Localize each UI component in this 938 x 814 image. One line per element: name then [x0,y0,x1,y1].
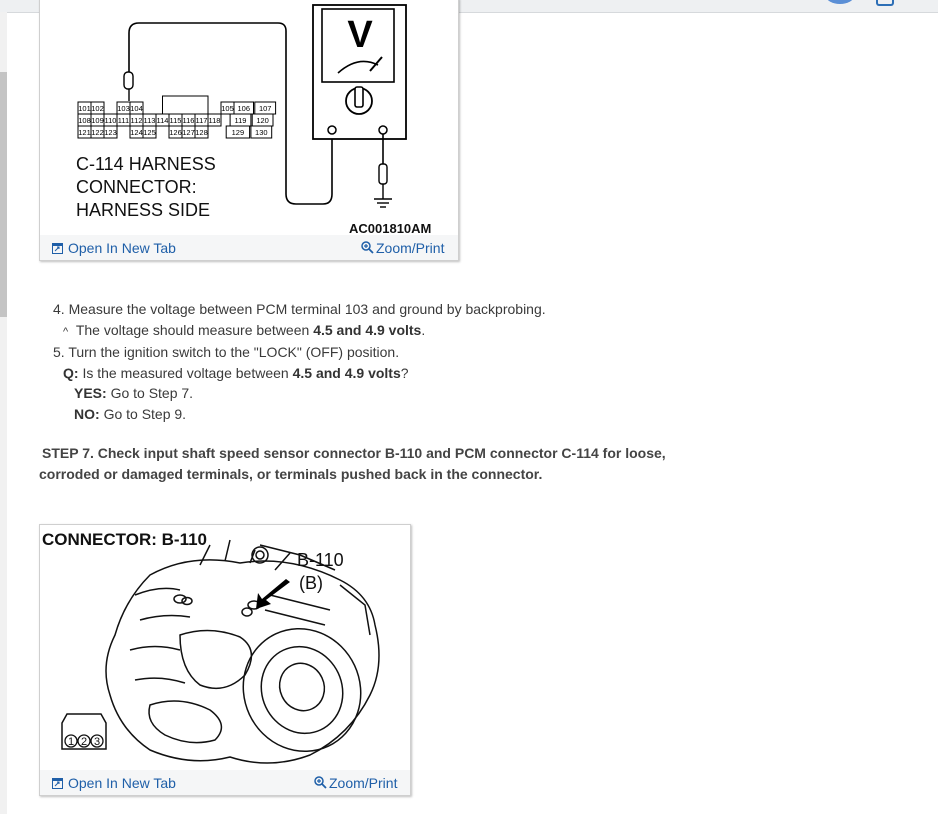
figure-title: CONNECTOR: B-110 [42,530,207,549]
pin-number: 106 [237,104,251,113]
note-text: The voltage should measure between [75,321,310,338]
pin-number: 113 [143,116,156,125]
question-value: 4.5 and 4.9 volts [292,364,401,381]
pin-number: 108 [78,116,91,125]
question-label: Q: [63,364,79,381]
step-note [53,320,546,343]
pin-number: 121 [78,128,91,137]
connector-label-line3: HARNESS SIDE [76,200,211,220]
new-tab-icon [52,243,63,254]
step-7-heading [39,443,666,485]
answer-yes-text: Go to Step 7. [110,385,194,401]
pin-number: 105 [221,104,234,113]
pin-number: 109 [91,116,104,125]
toolbar-icon[interactable] [876,0,894,6]
zoom-print-label: Zoom/Print [376,240,445,256]
connector-pin-number: 2 [80,736,88,748]
step-item-4 [53,299,546,320]
step-7-line1: STEP 7. Check input shaft speed sensor connector B-110 and PCM connector C-114 for loose, [42,445,666,461]
pointer-arrow [256,579,290,609]
meter-letter: V [347,14,373,56]
c114-pin-grid [78,96,276,138]
user-avatar[interactable] [826,0,854,4]
pin-number: 122 [91,128,104,137]
connector-label-line2: CONNECTOR: [76,177,197,197]
pin-number: 115 [169,116,182,125]
pin-number: 117 [195,116,208,125]
answer-yes [53,383,546,404]
connector-label-line1: C-114 HARNESS [76,154,216,174]
pin-number: 120 [256,116,269,125]
pin-number: 104 [130,104,143,113]
pin-number: 107 [258,104,272,113]
figure-toolbar [40,235,458,260]
pin-number: 102 [91,104,104,113]
step-number: 4. [53,301,65,317]
connector-face-pins [65,735,103,748]
new-tab-icon [52,778,63,789]
step-7-line2: corroded or damaged terminals, or terminals pushed back in the connector. [39,466,543,482]
callout-label-line1: B-110 [297,550,344,570]
pin-number: 114 [156,116,169,125]
pin-number: 124 [130,128,143,137]
open-in-new-tab-link[interactable] [52,775,176,791]
question-end: ? [400,364,409,381]
zoom-icon [314,776,327,789]
zoom-print-label: Zoom/Print [329,775,398,791]
connector-pin-number: 1 [67,736,75,748]
step-text: Measure the voltage between PCM terminal 103 and ground by backprobing. [68,301,546,317]
note-value: 4.5 and 4.9 volts [313,321,422,338]
transmission-illustration [40,525,410,770]
pin-number: 126 [169,128,182,137]
figure-toolbar [40,770,410,795]
open-in-new-tab-link[interactable] [52,240,176,256]
pin-number: 118 [208,116,221,125]
pin-number: 129 [231,128,245,137]
pin-number: 125 [143,128,156,137]
pin-number: 127 [182,128,195,137]
connector-key [163,96,209,114]
figure-code: AC001810AM [349,221,432,235]
zoom-icon [361,241,374,254]
answer-no [53,404,546,425]
connector-pin-number: 3 [93,736,101,748]
note-marker: ^ [63,325,69,338]
pin-number: 111 [117,116,130,125]
note-end: . [421,321,426,338]
pin-number: 123 [104,128,117,137]
answer-no-label: NO: [74,405,100,422]
pin-number: 119 [234,116,247,125]
wiring-diagram-figure [39,0,459,261]
pin-number: 110 [104,116,117,125]
pin-number: 103 [117,104,130,113]
question [53,363,546,384]
answer-yes-label: YES: [74,385,107,401]
step-number: 5. [53,344,65,360]
zoom-print-link[interactable] [361,240,444,256]
zoom-print-link[interactable] [314,775,397,791]
voltmeter-diagram [40,0,458,235]
pin-number: 101 [78,104,91,113]
callout-label-line2: (B) [299,573,323,593]
step-item-5 [53,342,546,363]
scrollbar[interactable] [0,12,7,814]
question-text: Is the measured voltage between [82,364,289,381]
procedure-steps [53,299,546,424]
step-text: Turn the ignition switch to the "LOCK" (OFF) position. [68,344,400,360]
pin-number: 112 [130,116,143,125]
scrollbar-thumb[interactable] [0,72,7,317]
answer-no-text: Go to Step 9. [103,405,187,422]
pin-number: 130 [255,128,268,137]
pin-number: 128 [195,128,208,137]
connector-location-figure [39,524,411,796]
open-in-new-tab-label: Open In New Tab [68,775,176,791]
pin-number: 116 [182,116,195,125]
open-in-new-tab-label: Open In New Tab [68,240,176,256]
